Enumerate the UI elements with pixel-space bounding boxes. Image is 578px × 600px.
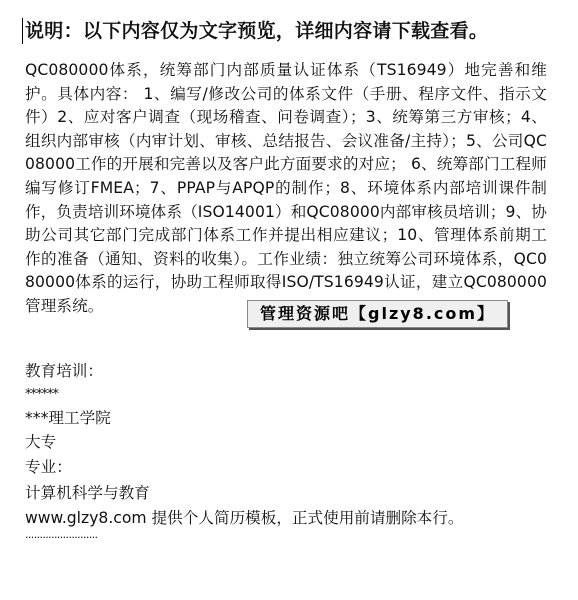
watermark-banner: 管理资源吧【glzy8.com】 [247,300,508,328]
major-label: 专业： [25,458,72,476]
footer-note: www.glzy8.com 提供个人简历模板，正式使用前请删除本行。 [25,509,464,527]
preview-notice: 说明：以下内容仅为文字预览，详细内容请下载查看。 [25,20,489,42]
major-value: 计算机科学与教育 [25,484,150,502]
text-cursor [22,18,23,44]
education-period: ****** [25,387,58,402]
degree: 大专 [25,433,57,451]
trailing-dots: ························· [25,531,98,544]
school-name: ***理工学院 [25,409,111,427]
work-description-paragraph: QC080000体系，统筹部门内部质量认证体系（TS16949）地完善和维护。具体内容： 1、编写/修改公司的体系文件（手册、程序文件、指示文件）2、应对客户调查（现场稽查、问卷调查）；3、统筹第三方审核；4、组织内部审核（内审计划、审核、总结报告、会议准备/主持）；5、公司QC08000工作的开展和完善以及客户此方面要求的对应； 6、统筹部门工程师编写修订FMEA；7、PPAP与APQP的制作；8、环境体系内部培训课件制作，负责培训环境体系（ISO14001）和QC08000内部审核员培训；9、协助公司其它部门完成部门体系工作并提出相应建议；10、管理体系前期工作的准备（通知、资料的收集）。工作业绩：独立统筹公司环境体系，QC080000体系的运行，协助工程师取得ISO/TS16949认证，建立QC080000管理系统。 [25,61,547,315]
education-heading: 教育培训： [25,362,103,380]
